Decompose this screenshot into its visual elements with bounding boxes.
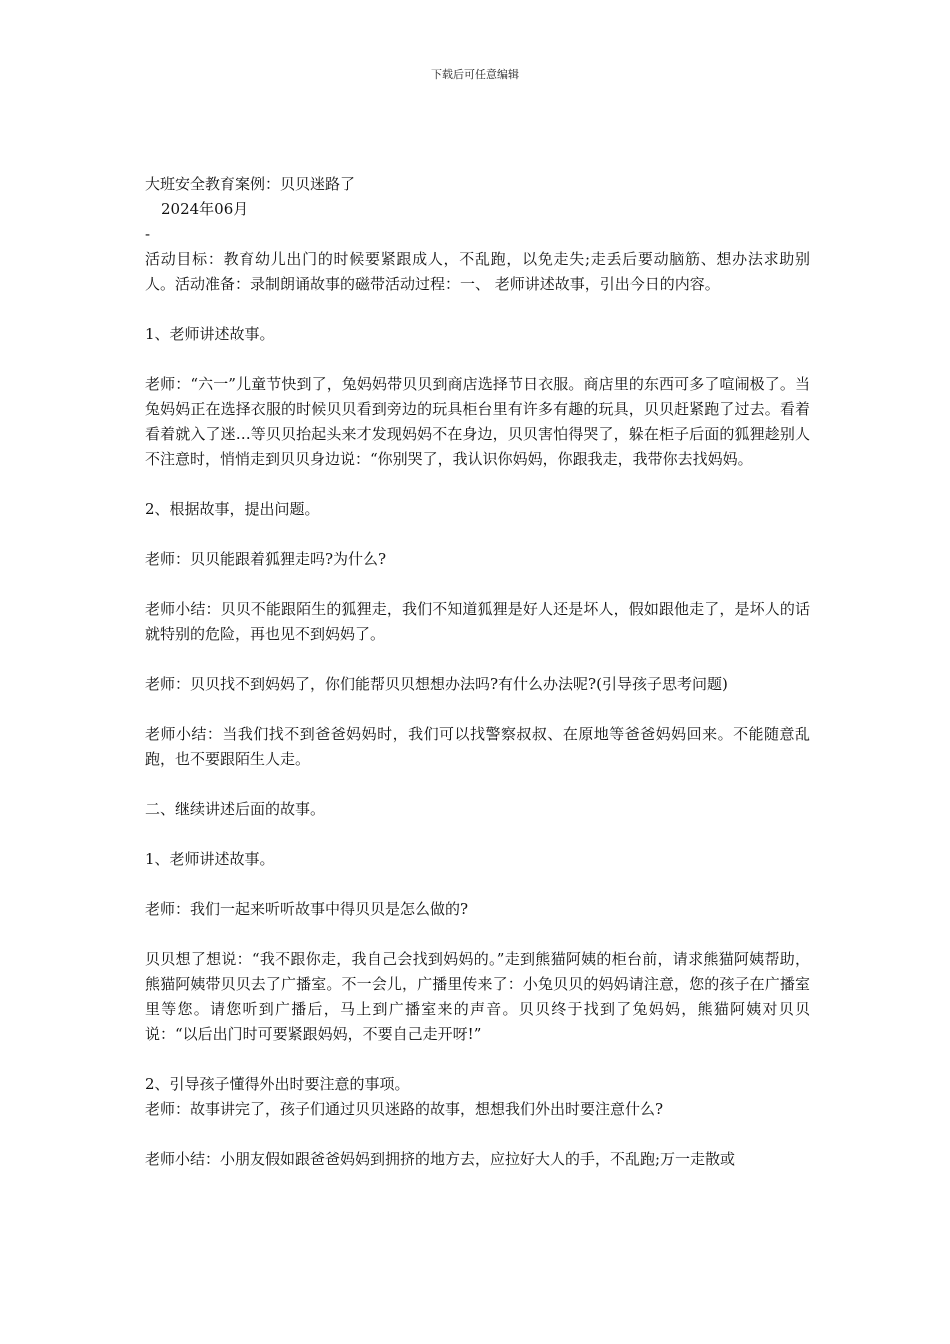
paragraph-objectives: 活动目标：教育幼儿出门的时候要紧跟成人，不乱跑，以免走失;走丢后要动脑筋、想办法求助别人。活动准备：录制朗诵故事的磁带活动过程：一、 老师讲述故事，引出今日的内容。 xyxy=(145,250,810,293)
paragraph-summary-1: 老师小结：贝贝不能跟陌生的狐狸走，我们不知道狐狸是好人还是坏人，假如跟他走了，是坏人的话就特别的危险，再也见不到妈妈了。 xyxy=(145,600,810,643)
document-body xyxy=(145,172,810,1172)
paragraph-summary-2: 老师小结：当我们找不到爸爸妈妈时，我们可以找警察叔叔、在原地等爸爸妈妈回来。不能随意乱跑，也不要跟陌生人走。 xyxy=(145,725,810,768)
paragraph-story-part-2: 贝贝想了想说：“我不跟你走，我自己会找到妈妈的。”走到熊猫阿姨的柜台前，请求熊猫阿姨帮助，熊猫阿姨带贝贝去了广播室。不一会儿，广播里传来了：小兔贝贝的妈妈请注意，您的孩子在广播室里等您。请您听到广播后，马上到广播室来的声音。贝贝终于找到了兔妈妈，熊猫阿姨对贝贝说：“以后出门时可要紧跟妈妈，不要自己走开呀!” xyxy=(145,950,810,1043)
paragraph-story-part-1: 老师：“六一”儿童节快到了，兔妈妈带贝贝到商店选择节日衣服。商店里的东西可多了喧闹极了。当兔妈妈正在选择衣服的时候贝贝看到旁边的玩具柜台里有许多有趣的玩具，贝贝赶紧跑了过去。看着看着就入了迷…等贝贝抬起头来才发现妈妈不在身边，贝贝害怕得哭了，躲在柜子后面的狐狸趁别人不注意时，悄悄走到贝贝身边说：“你别哭了，我认识你妈妈，你跟我走，我带你去找妈妈。 xyxy=(145,375,810,468)
paragraph-step-1-again: 1、老师讲述故事。 xyxy=(145,850,275,868)
paragraph-step-1: 1、老师讲述故事。 xyxy=(145,325,275,343)
document-title: 大班安全教育案例：贝贝迷路了 xyxy=(145,175,356,193)
paragraph-step-2: 2、根据故事，提出问题。 xyxy=(145,500,320,518)
paragraph-step-2-again: 2、引导孩子懂得外出时要注意的事项。 xyxy=(145,1075,410,1093)
paragraph-question-2: 老师：贝贝找不到妈妈了，你们能帮贝贝想想办法吗?有什么办法呢?(引导孩子思考问题) xyxy=(145,675,728,693)
document-date: 2024年06月 xyxy=(161,200,249,218)
page-header-note: 下载后可任意编辑 xyxy=(431,68,519,81)
paragraph-question-3: 老师：我们一起来听听故事中得贝贝是怎么做的? xyxy=(145,900,469,918)
paragraph-question-4: 老师：故事讲完了，孩子们通过贝贝迷路的故事，想想我们外出时要注意什么? xyxy=(145,1100,664,1118)
separator-dash: - xyxy=(145,225,151,243)
paragraph-summary-3: 老师小结：小朋友假如跟爸爸妈妈到拥挤的地方去，应拉好大人的手，不乱跑;万一走散或 xyxy=(145,1150,736,1168)
paragraph-section-2: 二、继续讲述后面的故事。 xyxy=(145,800,326,818)
paragraph-question-1: 老师：贝贝能跟着狐狸走吗?为什么? xyxy=(145,550,387,568)
